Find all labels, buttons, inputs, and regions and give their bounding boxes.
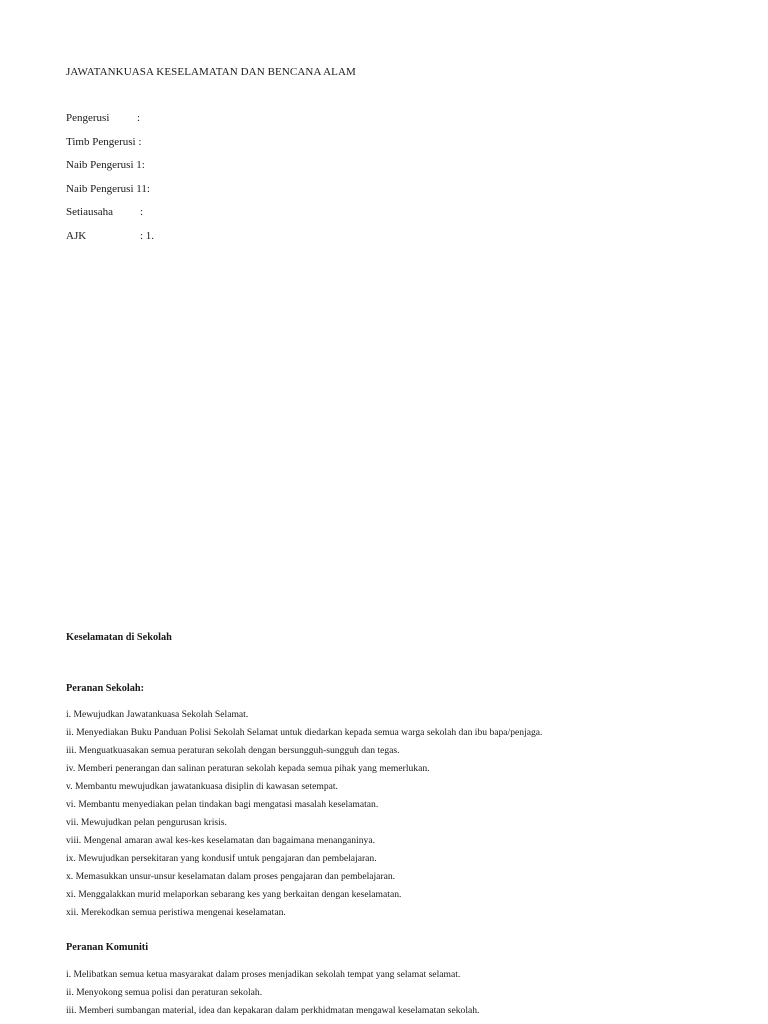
committee-row-secretary: [66, 206, 150, 230]
committee-row-deputy-chair: [66, 136, 150, 160]
list-item: iii. Memberi sumbangan material, idea dan kepakaran dalam perkhidmatan mengawal keselamatan sekolah.: [66, 1005, 480, 1016]
committee-value: :: [137, 112, 141, 124]
section-heading: Keselamatan di Sekolah: [66, 632, 172, 643]
list-item: x. Memasukkan unsur-unsur keselamatan dalam proses pengajaran dan pembelajaran.: [66, 871, 396, 882]
list-item: iii. Menguatkuasakan semua peraturan sekolah dengan bersungguh-sungguh dan tegas.: [66, 745, 400, 756]
committee-label: Timb Pengerusi :: [66, 135, 142, 148]
committee-list: [66, 112, 155, 254]
section-school-roles: [66, 683, 144, 694]
section-heading: Peranan Komuniti: [66, 942, 149, 953]
list-item: ii. Menyediakan Buku Panduan Polisi Sekolah Selamat untuk diedarkan kepada semua warga sekolah dan ibu bapa/penjaga.: [66, 727, 543, 738]
committee-label: Setiausaha: [66, 206, 114, 219]
committee-label: Pengerusi: [66, 112, 110, 124]
list-item: i. Melibatkan semua ketua masyarakat dalam proses menjadikan sekolah tempat yang selamat selamat.: [66, 969, 461, 980]
list-item: v. Membantu mewujudkan jawatankuasa disiplin di kawasan setempat.: [66, 781, 338, 792]
section-community-roles: [66, 942, 148, 953]
list-item: xii. Merekodkan semua peristiwa mengenai keselamatan.: [66, 907, 286, 918]
list-item: viii. Mengenal amaran awal kes-kes keselamatan dan bagaimana menanganinya.: [66, 835, 376, 846]
section-heading: Peranan Sekolah:: [66, 683, 145, 694]
committee-row-chair: [66, 112, 150, 136]
list-item: i. Mewujudkan Jawatankuasa Sekolah Selamat.: [66, 709, 249, 720]
committee-row-vice-chair-2: [66, 183, 150, 207]
committee-value: :: [140, 206, 144, 219]
committee-value: : 1.: [140, 229, 155, 242]
document-title: JAWATANKUASA KESELAMATAN DAN BENCANA ALAM: [66, 66, 356, 78]
committee-label: AJK: [66, 229, 87, 242]
committee-row-vice-chair-1: [66, 159, 150, 183]
committee-label: Naib Pengerusi 11:: [66, 182, 150, 195]
list-item: vi. Membantu menyediakan pelan tindakan bagi mengatasi masalah keselamatan.: [66, 799, 379, 810]
list-item: vii. Mewujudkan pelan pengurusan krisis.: [66, 817, 227, 828]
community-roles-list: [66, 969, 479, 1023]
list-item: iv. Memberi penerangan dan salinan peraturan sekolah kepada semua pihak yang memerlukan.: [66, 763, 430, 774]
committee-label: Naib Pengerusi 1:: [66, 159, 145, 172]
school-roles-list: [66, 709, 542, 925]
committee-row-ajk: [66, 229, 155, 254]
list-item: xi. Menggalakkan murid melaporkan sebarang kes yang berkaitan dengan keselamatan.: [66, 889, 402, 900]
list-item: ii. Menyokong semua polisi dan peraturan sekolah.: [66, 987, 263, 998]
section-school-safety: [66, 632, 172, 643]
list-item: ix. Mewujudkan persekitaran yang kondusif untuk pengajaran dan pembelajaran.: [66, 853, 377, 864]
